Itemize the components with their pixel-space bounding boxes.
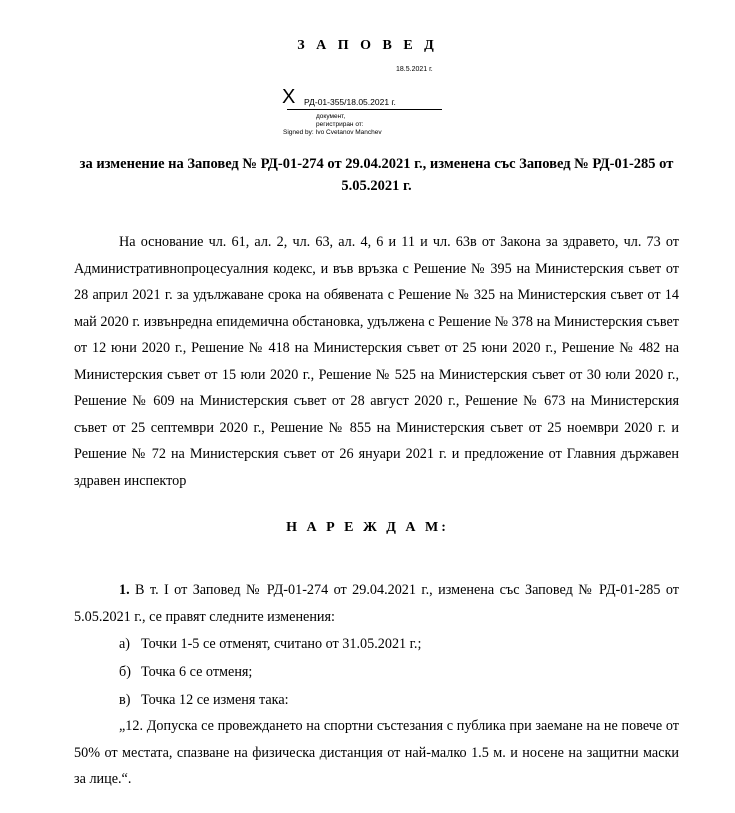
item-1-number: 1. [119, 582, 130, 598]
subitem-text: Точки 1-5 се отменят, считано от 31.05.2021 г.; [141, 636, 422, 652]
signature-label-line2: регистриран от: [316, 121, 364, 128]
document-title: З А П О В Е Д [297, 38, 438, 53]
amended-point-quote: „12. Допуска се провеждането на спортни състезания с публика при заемане на не повече от 50% от местата, спазване на физическа дистанция от най-малко 1.5 м. и носене на защитни маски за лице.“. [74, 718, 679, 787]
subitem-c [119, 687, 289, 713]
item-1-text: В т. I от Заповед № РД-01-274 от 29.04.2021 г., изменена със Заповед № РД-01-285 от 5.05.2021 г., се правят следните изменения: [74, 582, 679, 625]
subitem-label: б) [119, 664, 131, 680]
signature-line [287, 109, 442, 110]
subitem-a [119, 631, 421, 657]
subitem-text: Точка 6 се отменя; [141, 664, 253, 680]
item-1-paragraph [74, 577, 679, 630]
signature-date: 18.5.2021 г. [396, 66, 433, 73]
subitem-label: в) [119, 692, 131, 708]
subitem-label: а) [119, 636, 131, 652]
signature-mark: X [282, 86, 296, 108]
basis-paragraph: На основание чл. 61, ал. 2, чл. 63, ал. 4, 6 и 11 и чл. 63в от Закона за здравето, чл. 73 от Административнопроцесуалния кодекс, и във връзка с Решение № 395 на Министерския съвет от 28 април 2021 г. за удължаване срока на обявената с Решение № 325 на Министерския съвет от 14 май 2020 г. извънредна епидемична обстановка, удължена с Решение № 378 на Министерския съвет от 12 юни 2020 г., Решение № 418 на Министерския съвет от 25 юни 2020 г., Решение № 482 на Министерския съвет от 15 юли 2020 г., Решение № 525 на Министерския съвет от 30 юли 2020 г., Решение № 609 на Министерския съвет от 28 август 2020 г., Решение № 673 на Министерския съвет от 25 септември 2020 г., Решение № 855 на Министерския съвет от 25 ноември 2020 г. и Решение № 72 на Министерския съвет от 26 януари 2021 г. и предложение от Главния държавен здравен инспектор [74, 234, 679, 489]
registration-number: РД-01-355/18.05.2021 г. [304, 97, 396, 107]
subitem-b [119, 659, 252, 685]
signed-by: Signed by: Ivo Cvetanov Manchev [283, 129, 382, 136]
orders-heading: Н А Р Е Ж Д А М: [286, 520, 449, 535]
signature-label-line1: документ, [316, 113, 346, 120]
subitem-text: Точка 12 се изменя така: [141, 692, 289, 708]
document-subtitle: за изменение на Заповед № РД-01-274 от 29.04.2021 г., изменена със Заповед № РД-01-285 от 5.05.2021 г. [79, 156, 674, 194]
